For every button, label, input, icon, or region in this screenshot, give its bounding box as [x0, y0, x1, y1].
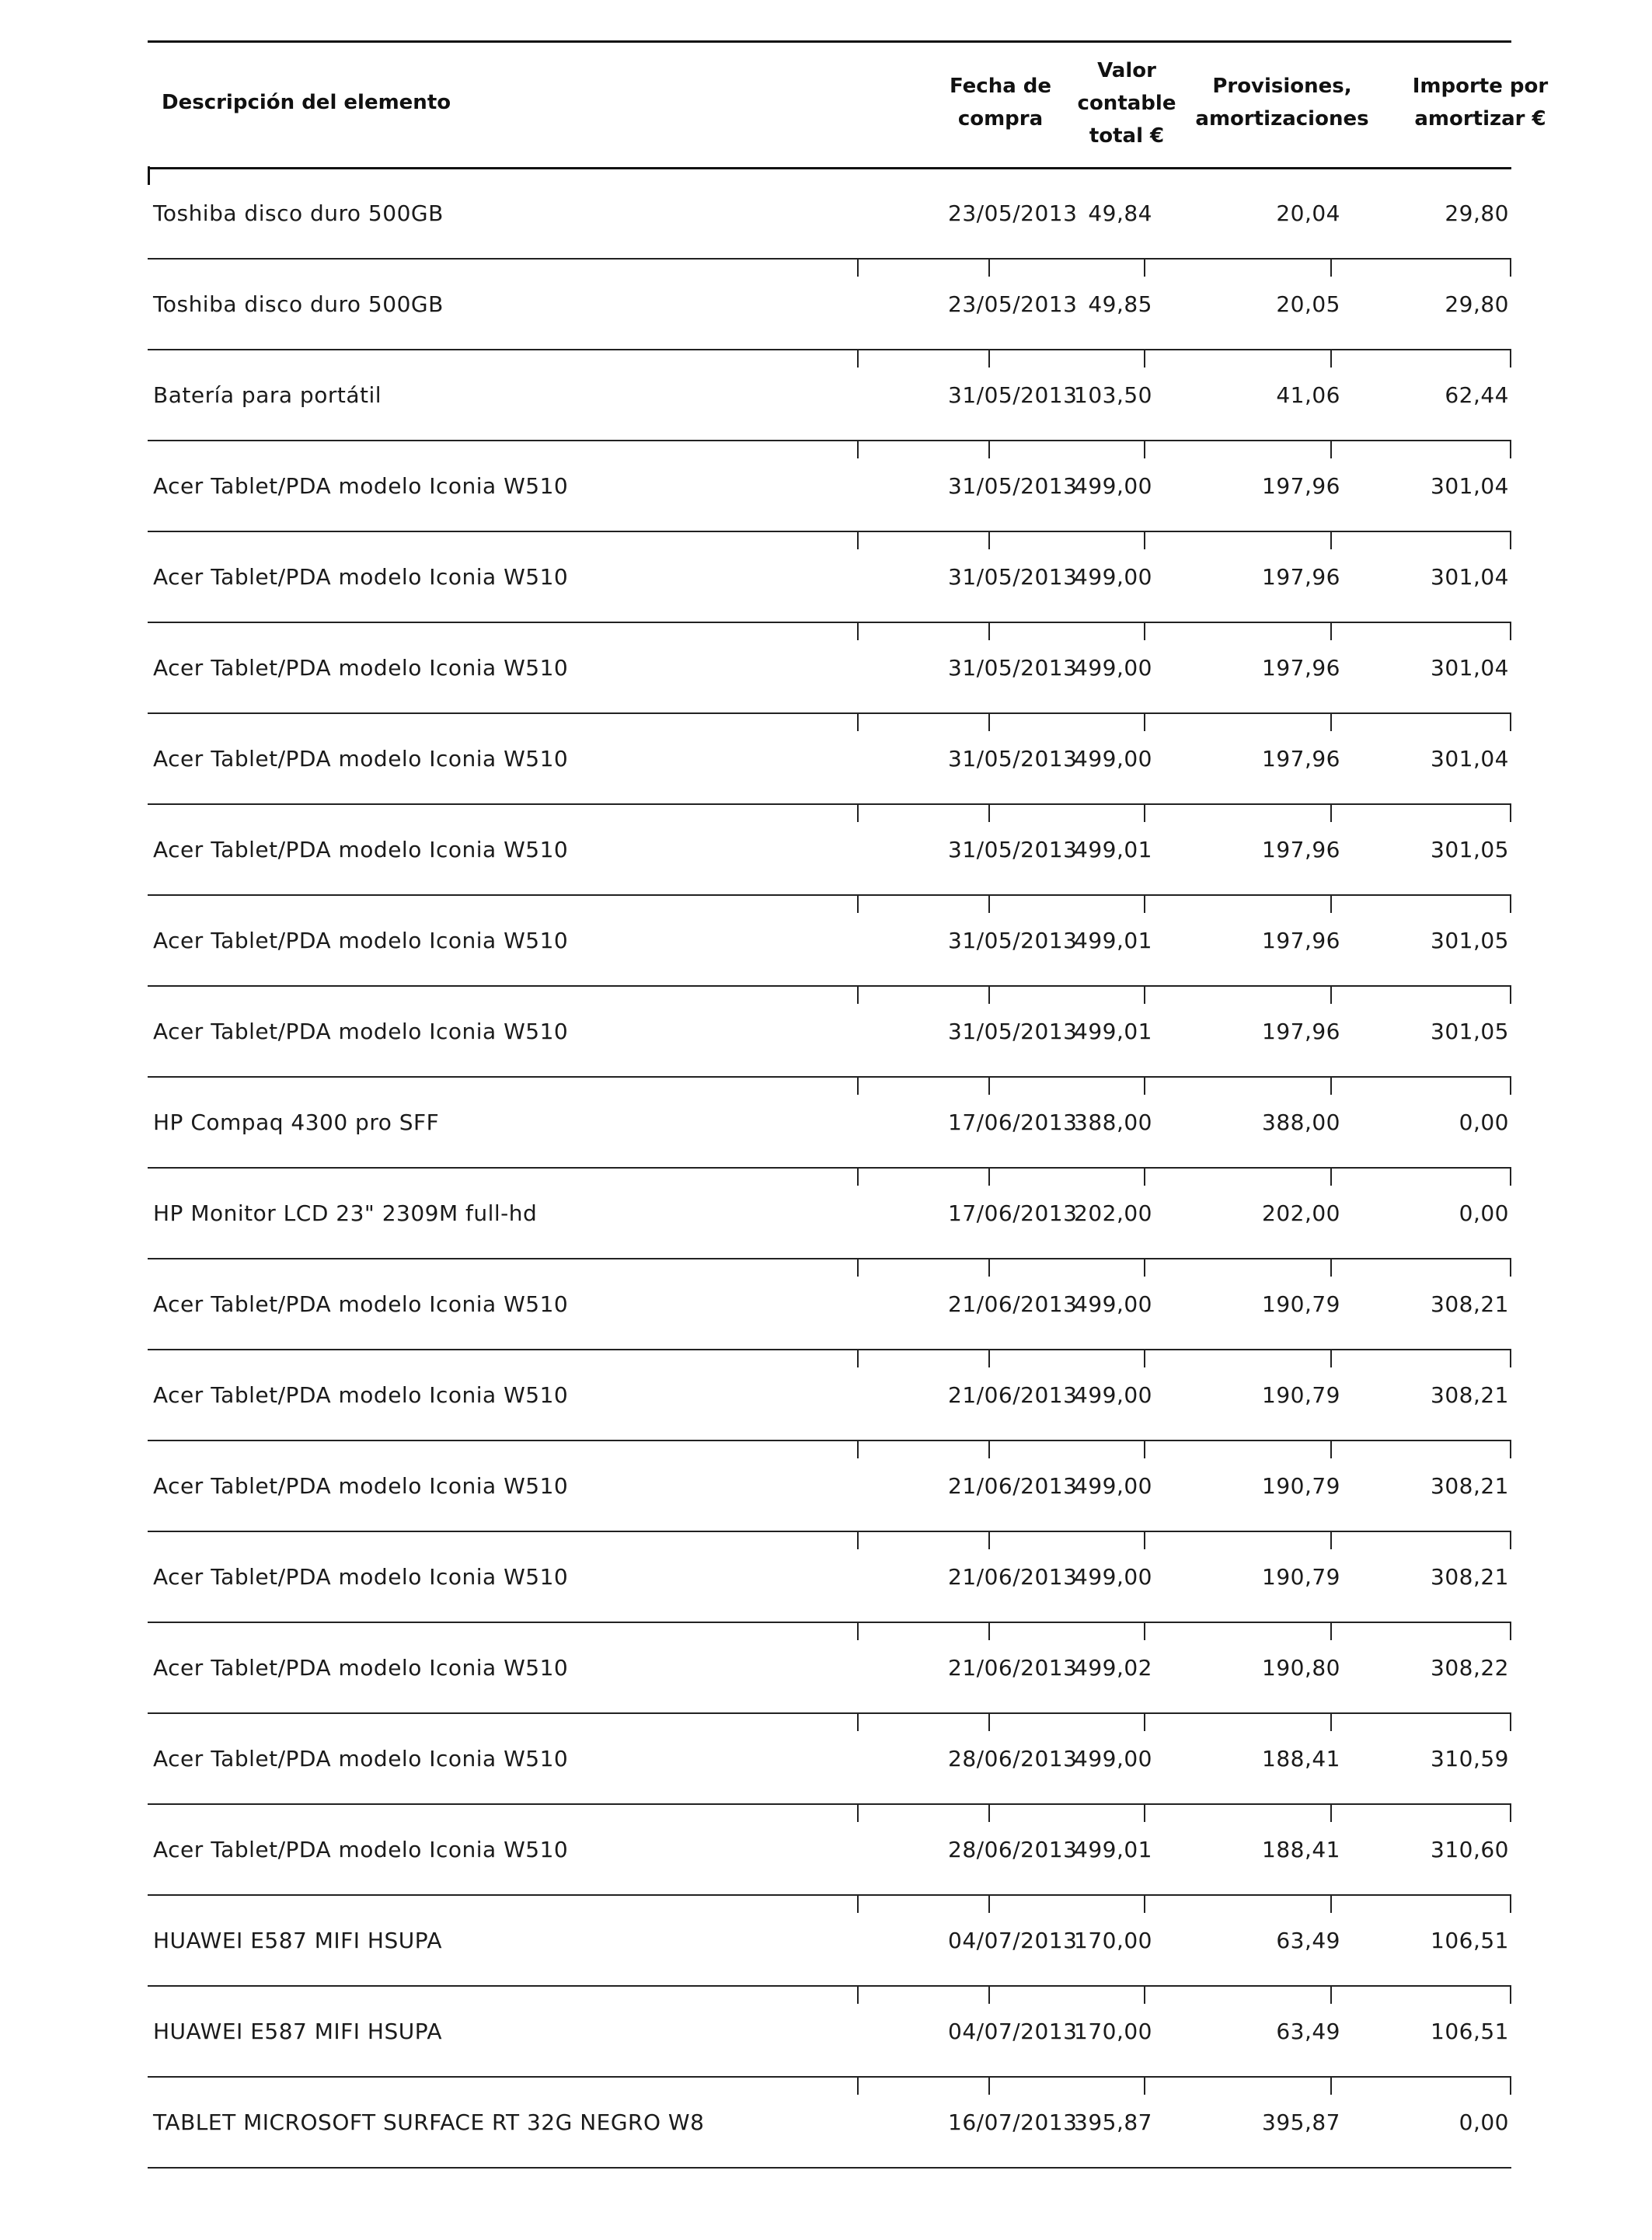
cell-importe: 301,04	[1431, 655, 1509, 681]
table-row	[148, 623, 1511, 714]
header-valor-line2: contable	[1077, 92, 1176, 115]
header-importe	[1348, 70, 1612, 135]
table-row	[148, 1350, 1511, 1441]
column-tick	[1510, 714, 1511, 731]
cell-descripcion: Acer Tablet/PDA modelo Iconia W510	[153, 1473, 569, 1499]
column-tick	[1510, 441, 1511, 458]
column-tick	[857, 987, 859, 1004]
cell-importe: 301,05	[1431, 837, 1509, 862]
column-tick	[1510, 805, 1511, 822]
table-header	[148, 40, 1549, 169]
cell-descripcion: Acer Tablet/PDA modelo Iconia W510	[153, 473, 569, 499]
cell-provisiones: 20,05	[1276, 291, 1340, 317]
cell-provisiones: 188,41	[1262, 1746, 1340, 1771]
column-tick	[1510, 1259, 1511, 1277]
cell-descripcion: Acer Tablet/PDA modelo Iconia W510	[153, 1291, 569, 1317]
cell-descripcion: Acer Tablet/PDA modelo Iconia W510	[153, 1564, 569, 1590]
cell-valor: 499,01	[1074, 1837, 1152, 1862]
cell-importe: 29,80	[1445, 291, 1509, 317]
table-row	[148, 1805, 1511, 1896]
cell-valor: 395,87	[1074, 2109, 1152, 2135]
table-row	[148, 1169, 1511, 1259]
cell-fecha: 28/06/2013	[948, 1837, 1078, 1862]
table-row	[148, 2078, 1511, 2169]
cell-descripcion: Acer Tablet/PDA modelo Iconia W510	[153, 1655, 569, 1681]
cell-importe: 106,51	[1431, 2019, 1509, 2044]
column-tick	[1510, 1441, 1511, 1458]
cell-fecha: 31/05/2013	[948, 473, 1078, 499]
column-tick	[1510, 896, 1511, 913]
cell-importe: 0,00	[1459, 1200, 1509, 1226]
cell-importe: 308,21	[1431, 1473, 1509, 1499]
column-tick	[1510, 1350, 1511, 1367]
table-row	[148, 169, 1511, 260]
cell-valor: 499,00	[1074, 746, 1152, 772]
cell-provisiones: 197,96	[1262, 746, 1340, 772]
table-row	[148, 1441, 1511, 1532]
column-tick	[857, 441, 859, 458]
column-tick	[857, 896, 859, 913]
table-row	[148, 1532, 1511, 1623]
cell-descripcion: Batería para portátil	[153, 382, 382, 408]
cell-provisiones: 388,00	[1262, 1110, 1340, 1135]
column-tick	[857, 714, 859, 731]
header-fecha-line1: Fecha de	[949, 75, 1052, 98]
header-descripcion: Descripción del elemento	[162, 91, 451, 114]
table-row	[148, 260, 1511, 350]
cell-descripcion: Acer Tablet/PDA modelo Iconia W510	[153, 928, 569, 953]
cell-valor: 103,50	[1074, 382, 1152, 408]
cell-provisiones: 190,80	[1262, 1655, 1340, 1681]
column-tick	[857, 1259, 859, 1277]
cell-fecha: 31/05/2013	[948, 837, 1078, 862]
cell-importe: 62,44	[1445, 382, 1509, 408]
column-tick	[857, 1805, 859, 1822]
cell-descripcion: Acer Tablet/PDA modelo Iconia W510	[153, 655, 569, 681]
cell-valor: 499,00	[1074, 655, 1152, 681]
column-tick	[857, 1078, 859, 1095]
table-row	[148, 1987, 1511, 2078]
cell-importe: 301,04	[1431, 564, 1509, 590]
header-valor-line1: Valor	[1097, 59, 1156, 82]
cell-valor: 499,00	[1074, 1291, 1152, 1317]
cell-fecha: 31/05/2013	[948, 1019, 1078, 1044]
table-row	[148, 987, 1511, 1078]
cell-importe: 301,05	[1431, 928, 1509, 953]
table-body	[148, 169, 1511, 2169]
cell-fecha: 16/07/2013	[948, 2109, 1078, 2135]
column-tick	[857, 1532, 859, 1549]
cell-fecha: 17/06/2013	[948, 1110, 1078, 1135]
column-tick	[1510, 1078, 1511, 1095]
cell-fecha: 23/05/2013	[948, 291, 1078, 317]
cell-descripcion: HUAWEI E587 MIFI HSUPA	[153, 1928, 442, 1953]
column-tick	[1510, 1805, 1511, 1822]
cell-importe: 310,60	[1431, 1837, 1509, 1862]
header-importe-line1: Importe por	[1412, 75, 1549, 98]
cell-valor: 499,00	[1074, 564, 1152, 590]
column-tick	[857, 260, 859, 277]
cell-descripcion: HP Compaq 4300 pro SFF	[153, 1110, 440, 1135]
cell-importe: 106,51	[1431, 1928, 1509, 1953]
cell-provisiones: 20,04	[1276, 200, 1340, 226]
cell-fecha: 31/05/2013	[948, 655, 1078, 681]
cell-valor: 170,00	[1074, 1928, 1152, 1953]
cell-importe: 308,22	[1431, 1655, 1509, 1681]
cell-fecha: 21/06/2013	[948, 1655, 1078, 1681]
cell-valor: 499,00	[1074, 1473, 1152, 1499]
cell-fecha: 31/05/2013	[948, 564, 1078, 590]
column-tick	[1510, 350, 1511, 368]
table-row	[148, 350, 1511, 441]
cell-fecha: 21/06/2013	[948, 1564, 1078, 1590]
cell-fecha: 31/05/2013	[948, 382, 1078, 408]
column-tick	[1510, 1714, 1511, 1731]
cell-valor: 49,84	[1088, 200, 1152, 226]
table-row	[148, 1623, 1511, 1714]
cell-fecha: 21/06/2013	[948, 1382, 1078, 1408]
column-tick	[857, 350, 859, 368]
cell-importe: 308,21	[1431, 1291, 1509, 1317]
cell-provisiones: 190,79	[1262, 1473, 1340, 1499]
header-provisiones-line1: Provisiones,	[1212, 75, 1352, 98]
cell-provisiones: 190,79	[1262, 1564, 1340, 1590]
cell-valor: 499,01	[1074, 837, 1152, 862]
cell-descripcion: Acer Tablet/PDA modelo Iconia W510	[153, 1382, 569, 1408]
cell-descripcion: TABLET MICROSOFT SURFACE RT 32G NEGRO W8	[153, 2109, 705, 2135]
cell-valor: 499,00	[1074, 473, 1152, 499]
column-tick	[1510, 1896, 1511, 1913]
cell-provisiones: 63,49	[1276, 2019, 1340, 2044]
header-valor-line3: total €	[1089, 124, 1165, 148]
cell-provisiones: 197,96	[1262, 928, 1340, 953]
column-tick	[1510, 260, 1511, 277]
cell-provisiones: 190,79	[1262, 1382, 1340, 1408]
table-row	[148, 805, 1511, 896]
cell-provisiones: 197,96	[1262, 473, 1340, 499]
cell-importe: 301,04	[1431, 746, 1509, 772]
header-importe-line2: amortizar €	[1414, 107, 1546, 131]
table-row	[148, 1078, 1511, 1169]
column-tick	[857, 1714, 859, 1731]
cell-fecha: 31/05/2013	[948, 746, 1078, 772]
cell-fecha: 21/06/2013	[948, 1473, 1078, 1499]
cell-importe: 301,05	[1431, 1019, 1509, 1044]
cell-descripcion: Acer Tablet/PDA modelo Iconia W510	[153, 564, 569, 590]
cell-descripcion: Toshiba disco duro 500GB	[153, 291, 444, 317]
cell-fecha: 17/06/2013	[948, 1200, 1078, 1226]
table-row	[148, 441, 1511, 532]
column-tick	[1510, 1987, 1511, 2004]
cell-valor: 202,00	[1074, 1200, 1152, 1226]
cell-provisiones: 197,96	[1262, 655, 1340, 681]
cell-descripcion: Acer Tablet/PDA modelo Iconia W510	[153, 1837, 569, 1862]
cell-provisiones: 197,96	[1262, 837, 1340, 862]
cell-valor: 388,00	[1074, 1110, 1152, 1135]
column-tick	[1510, 532, 1511, 549]
column-tick	[1510, 2078, 1511, 2095]
header-fecha	[948, 70, 1053, 135]
cell-valor: 499,01	[1074, 1019, 1152, 1044]
column-tick	[857, 1896, 859, 1913]
column-tick	[857, 623, 859, 640]
cell-fecha: 31/05/2013	[948, 928, 1078, 953]
cell-importe: 308,21	[1431, 1564, 1509, 1590]
column-tick	[857, 1350, 859, 1367]
cell-descripcion: Toshiba disco duro 500GB	[153, 200, 444, 226]
column-tick	[1510, 623, 1511, 640]
cell-importe: 0,00	[1459, 2109, 1509, 2135]
column-tick	[1510, 1532, 1511, 1549]
cell-provisiones: 395,87	[1262, 2109, 1340, 2135]
column-tick	[1510, 987, 1511, 1004]
cell-fecha: 21/06/2013	[948, 1291, 1078, 1317]
cell-descripcion: HP Monitor LCD 23" 2309M full-hd	[153, 1200, 538, 1226]
column-tick	[857, 805, 859, 822]
cell-provisiones: 188,41	[1262, 1837, 1340, 1862]
column-tick	[857, 2078, 859, 2095]
cell-descripcion: Acer Tablet/PDA modelo Iconia W510	[153, 1019, 569, 1044]
table-row	[148, 714, 1511, 805]
cell-importe: 310,59	[1431, 1746, 1509, 1771]
table-row	[148, 896, 1511, 987]
column-tick	[857, 1623, 859, 1640]
header-fecha-line2: compra	[957, 107, 1044, 131]
cell-importe: 308,21	[1431, 1382, 1509, 1408]
cell-importe: 0,00	[1459, 1110, 1509, 1135]
cell-importe: 29,80	[1445, 200, 1509, 226]
cell-provisiones: 197,96	[1262, 1019, 1340, 1044]
column-tick	[857, 1441, 859, 1458]
cell-importe: 301,04	[1431, 473, 1509, 499]
cell-descripcion: Acer Tablet/PDA modelo Iconia W510	[153, 746, 569, 772]
column-tick	[1510, 1169, 1511, 1186]
cell-valor: 49,85	[1088, 291, 1152, 317]
cell-descripcion: HUAWEI E587 MIFI HSUPA	[153, 2019, 442, 2044]
column-tick	[857, 532, 859, 549]
cell-valor: 499,00	[1074, 1564, 1152, 1590]
cell-provisiones: 190,79	[1262, 1291, 1340, 1317]
cell-fecha: 23/05/2013	[948, 200, 1078, 226]
cell-fecha: 04/07/2013	[948, 1928, 1078, 1953]
cell-descripcion: Acer Tablet/PDA modelo Iconia W510	[153, 837, 569, 862]
cell-valor: 499,01	[1074, 928, 1152, 953]
table-row	[148, 1259, 1511, 1350]
cell-provisiones: 63,49	[1276, 1928, 1340, 1953]
cell-valor: 499,00	[1074, 1382, 1152, 1408]
column-tick	[857, 1169, 859, 1186]
cell-provisiones: 41,06	[1276, 382, 1340, 408]
cell-provisiones: 202,00	[1262, 1200, 1340, 1226]
cell-provisiones: 197,96	[1262, 564, 1340, 590]
table-row	[148, 532, 1511, 623]
cell-valor: 170,00	[1074, 2019, 1152, 2044]
header-provisiones-line2: amortizaciones	[1195, 107, 1369, 131]
cell-descripcion: Acer Tablet/PDA modelo Iconia W510	[153, 1746, 569, 1771]
cell-fecha: 04/07/2013	[948, 2019, 1078, 2044]
cell-valor: 499,00	[1074, 1746, 1152, 1771]
cell-valor: 499,02	[1074, 1655, 1152, 1681]
column-tick	[857, 1987, 859, 2004]
column-tick	[1510, 1623, 1511, 1640]
cell-fecha: 28/06/2013	[948, 1746, 1078, 1771]
table-row	[148, 1714, 1511, 1805]
table-row	[148, 1896, 1511, 1987]
